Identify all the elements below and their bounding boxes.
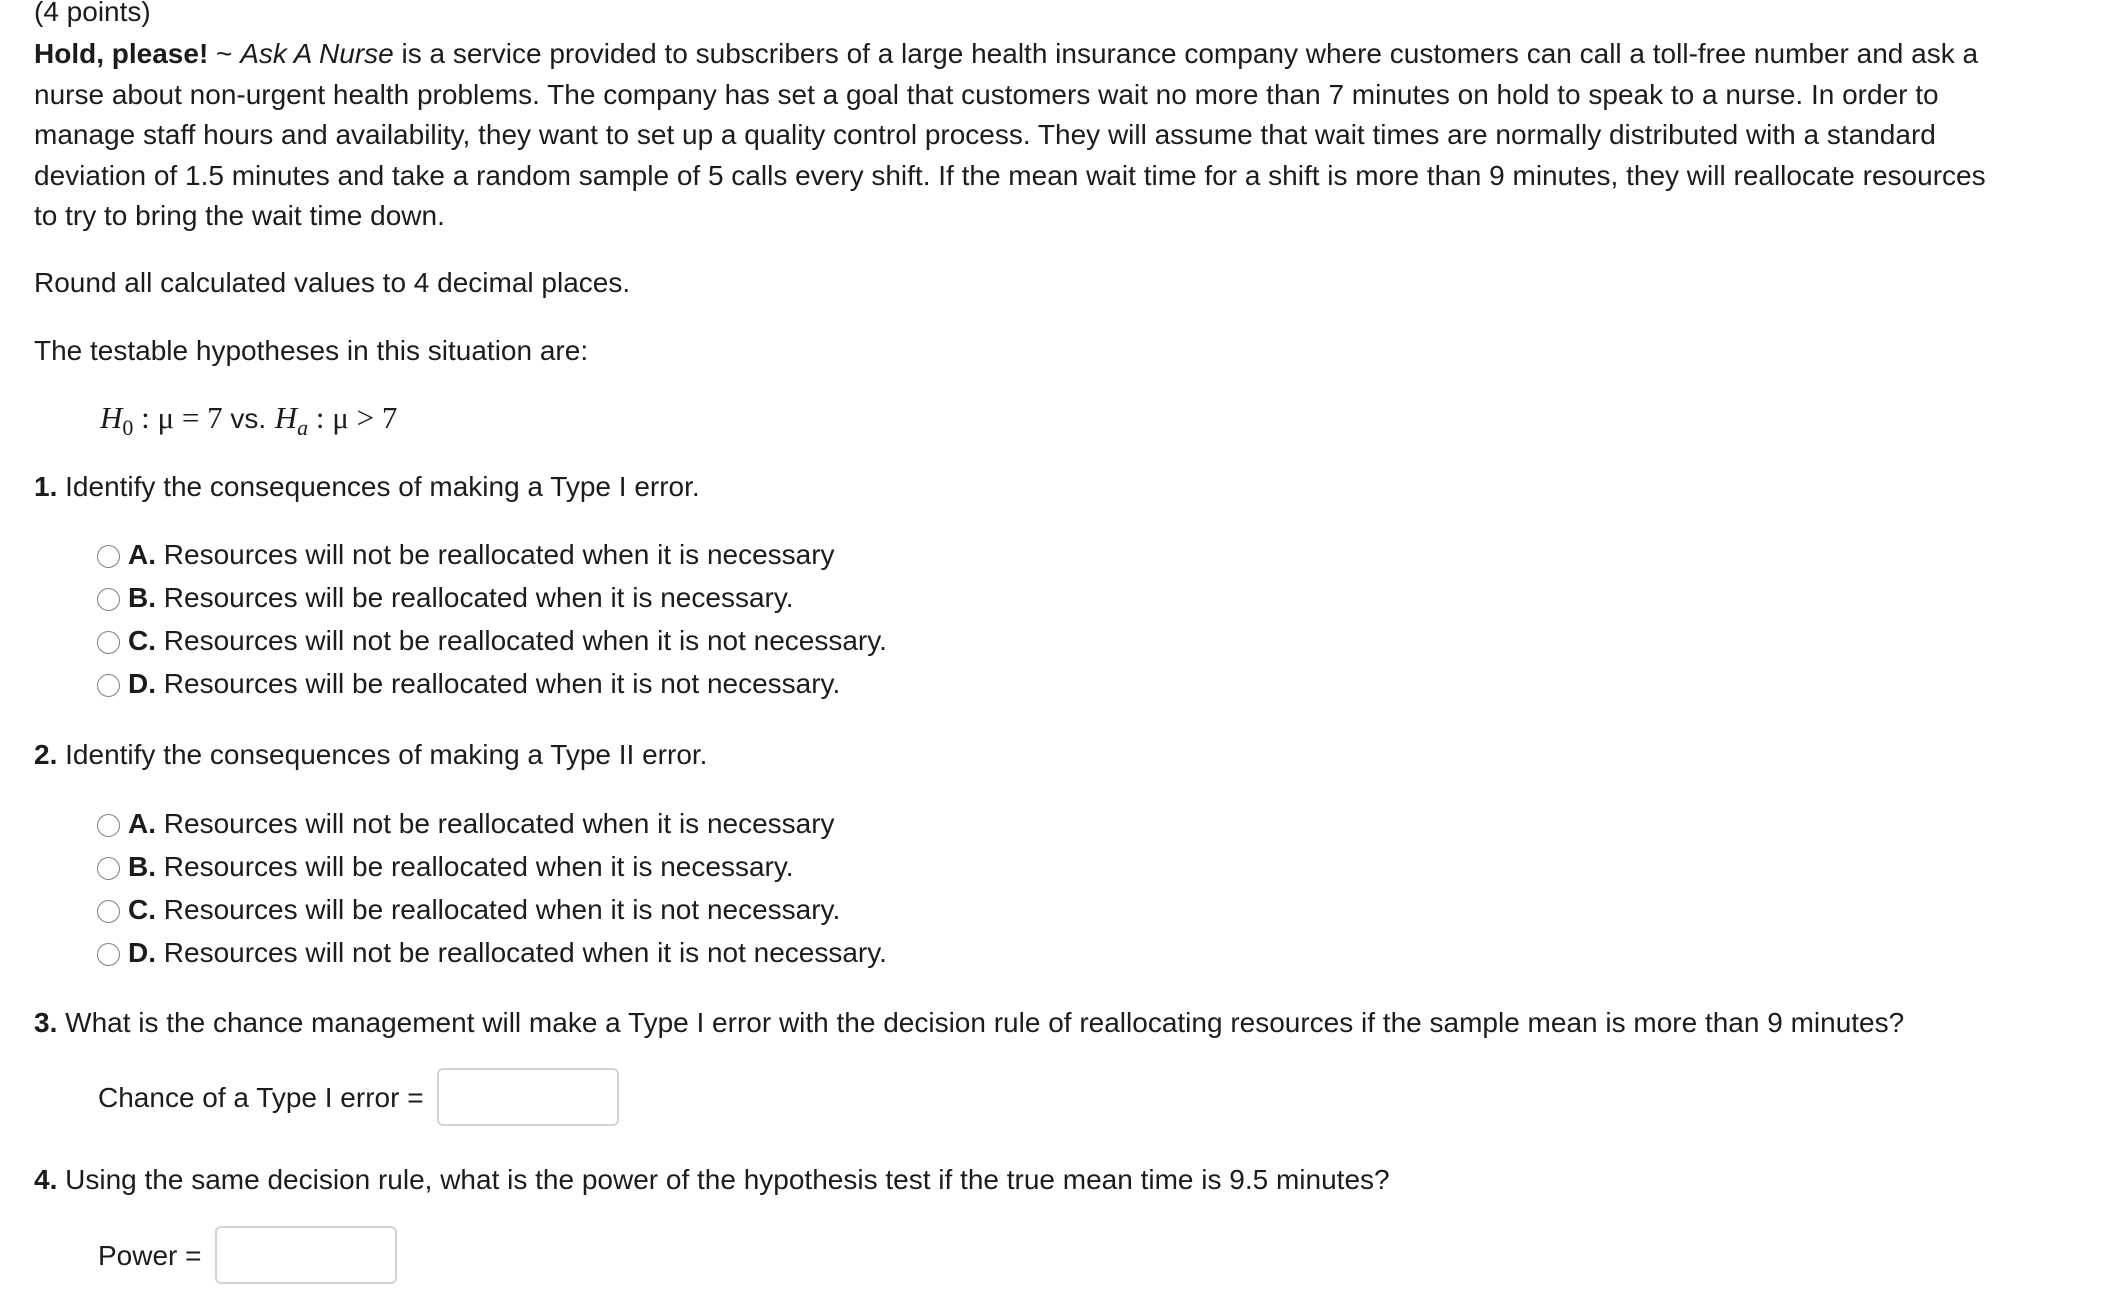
- question-number: 1.: [34, 471, 58, 502]
- hypotheses-formula: [100, 398, 397, 439]
- hypotheses-intro: The testable hypotheses in this situation are:: [34, 335, 589, 366]
- option-letter: A.: [128, 808, 156, 839]
- radio-button[interactable]: [97, 900, 120, 923]
- option-letter: C.: [128, 625, 156, 656]
- question-4-prompt: [34, 1162, 1390, 1198]
- question-number: 4.: [34, 1164, 58, 1195]
- alt-hypothesis-symbol: H: [274, 400, 298, 435]
- question-number: 3.: [34, 1007, 58, 1038]
- question-number: 2.: [34, 739, 58, 770]
- option-letter: B.: [128, 582, 156, 613]
- option-text: Resources will not be reallocated when it is necessary: [163, 539, 835, 570]
- null-hypothesis-symbol: H: [100, 400, 123, 435]
- versus-label: vs.: [230, 403, 267, 434]
- question-text: What is the chance management will make a Type I error with the decision rule of reallocating resources if the sample mean is more than 9 minutes?: [65, 1007, 1905, 1038]
- problem-title: Hold, please!: [34, 38, 209, 69]
- tilde-separator: ~: [216, 38, 233, 69]
- radio-button[interactable]: [97, 674, 120, 697]
- type-i-error-input[interactable]: [437, 1068, 619, 1126]
- radio-button[interactable]: [97, 943, 120, 966]
- radio-button[interactable]: [97, 588, 120, 611]
- points-label: (4 points): [34, 0, 151, 27]
- option-text: Resources will be reallocated when it is necessary.: [163, 851, 794, 882]
- null-hypothesis-relation: : μ = 7: [133, 400, 231, 435]
- option-letter: C.: [128, 894, 156, 925]
- question-1-prompt: [34, 469, 700, 505]
- rounding-instruction: Round all calculated values to 4 decimal places.: [34, 267, 631, 298]
- option-text: Resources will not be reallocated when it is not necessary.: [163, 625, 887, 656]
- option-text: Resources will not be reallocated when it is not necessary.: [163, 937, 887, 968]
- problem-text: is a service provided to subscribers of a large health insurance company where customers can call a toll-free number and ask a nurse about non-urgent health problems. The company has set a goal that customers wait no more than 7 minutes on hold to speak to a nurse. In order to manage staff hours and availability, they want to set up a quality control process. They will assume that wait times are normally distributed with a standard deviation of 1.5 minutes and take a random sample of 5 calls every shift. If the mean wait time for a shift is more than 9 minutes, they will reallocate resources to try to bring the wait time down.: [34, 38, 1986, 231]
- alt-hypothesis-relation: : μ > 7: [308, 400, 398, 435]
- answer-label: Power =: [98, 1240, 202, 1271]
- radio-button[interactable]: [97, 814, 120, 837]
- option-letter: A.: [128, 539, 156, 570]
- option-letter: D.: [128, 937, 156, 968]
- answer-label: Chance of a Type I error =: [98, 1082, 424, 1113]
- option-text: Resources will be reallocated when it is not necessary.: [163, 894, 841, 925]
- option-text: Resources will be reallocated when it is not necessary.: [163, 668, 841, 699]
- question-text: Identify the consequences of making a Type I error.: [65, 471, 700, 502]
- problem-statement: [34, 34, 1994, 237]
- option-letter: B.: [128, 851, 156, 882]
- null-hypothesis-subscript: 0: [122, 415, 134, 440]
- radio-button[interactable]: [97, 631, 120, 654]
- option-text: Resources will be reallocated when it is necessary.: [163, 582, 794, 613]
- question-text: Using the same decision rule, what is the power of the hypothesis test if the true mean time is 9.5 minutes?: [65, 1164, 1390, 1195]
- option-text: Resources will not be reallocated when it is necessary: [163, 808, 835, 839]
- radio-button[interactable]: [97, 545, 120, 568]
- alt-hypothesis-subscript: a: [297, 415, 309, 440]
- question-text: Identify the consequences of making a Type II error.: [65, 739, 708, 770]
- power-input[interactable]: [215, 1226, 397, 1284]
- radio-button[interactable]: [97, 857, 120, 880]
- question-2-prompt: [34, 737, 707, 773]
- question-3-prompt: [34, 1005, 1904, 1041]
- service-name: Ask A Nurse: [240, 38, 394, 69]
- option-letter: D.: [128, 668, 156, 699]
